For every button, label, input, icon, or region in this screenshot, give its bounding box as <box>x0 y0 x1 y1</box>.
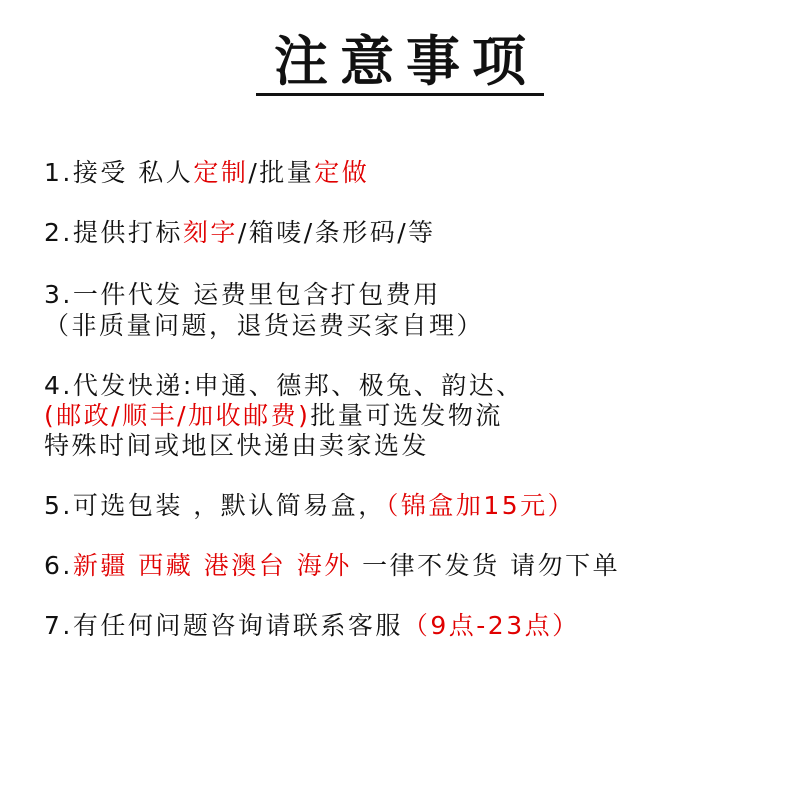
notice-item-4-line-3 <box>44 431 429 461</box>
notice-item-2-line-1 <box>44 218 436 248</box>
notice-text: 2.提供打标 <box>44 218 183 247</box>
notice-item-1-line-1 <box>44 158 369 188</box>
notice-item-3-line-1 <box>44 280 441 310</box>
notice-item-4-line-1 <box>44 371 524 401</box>
notice-text: /批量 <box>248 158 315 187</box>
notice-text: 批量可选发物流 <box>310 401 503 430</box>
highlight-text: 定做 <box>314 158 370 187</box>
notice-item-3-line-2 <box>44 311 484 341</box>
highlight-text: （9点-23点） <box>402 611 580 640</box>
page-title <box>0 30 800 94</box>
notice-text: 3.一件代发 运费里包含打包费用 <box>44 280 441 309</box>
notice-text: 一律不发货 请勿下单 <box>351 551 621 580</box>
highlight-text: (邮政/顺丰/加收邮费) <box>44 401 311 430</box>
notice-item-7-line-1 <box>44 611 580 641</box>
highlight-text: （锦盒加15元） <box>385 491 576 520</box>
notice-text: 6. <box>44 551 73 580</box>
notice-item-4-line-2 <box>44 401 503 431</box>
highlight-text: 定制 <box>193 158 249 187</box>
page-title-text: 注意事项 <box>256 30 544 96</box>
notice-text: 5.可选包装 ，默认简易盒， <box>44 491 386 520</box>
notice-text: /箱唛/条形码/等 <box>237 218 436 247</box>
highlight-text: 新疆 西藏 港澳台 海外 <box>72 551 352 580</box>
notice-item-6-line-1 <box>44 551 620 581</box>
notice-text: 4.代发快递:申通、德邦、极兔、韵达、 <box>44 371 524 400</box>
notice-text: 1.接受 私人 <box>44 158 194 187</box>
notice-text: 特殊时间或地区快递由卖家选发 <box>44 431 430 460</box>
highlight-text: 刻字 <box>182 218 238 247</box>
notice-item-5-line-1 <box>44 491 575 521</box>
notice-text: 7.有任何问题咨询请联系客服 <box>44 611 403 640</box>
notice-text: （非质量问题，退货运费买家自理） <box>44 311 485 340</box>
